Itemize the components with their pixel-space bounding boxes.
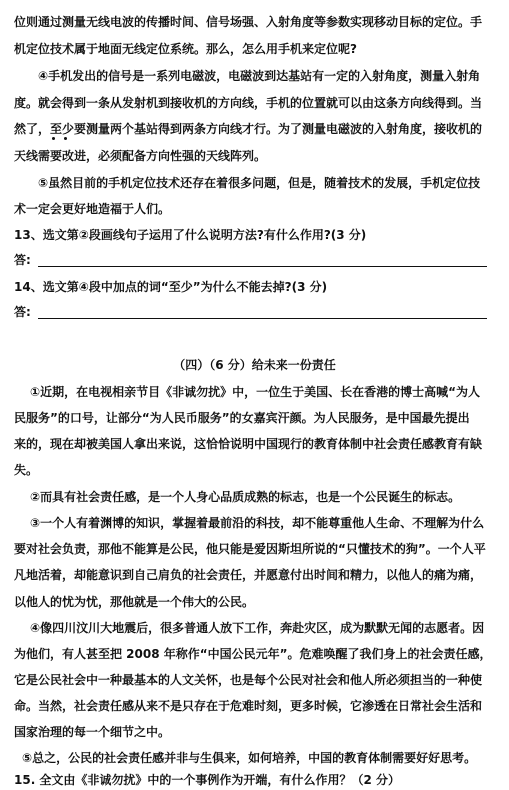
p4-line-2: 为他们，有人甚至把 2008 年称作“中国公民元年”。危难唤醒了我们身上的社会责任感， [14, 647, 492, 661]
paragraph-intro-line-1: 位则通过测量无线电波的传播时间、信号场强、入射角度等参数实现移动目标的定位。手 [14, 15, 483, 29]
answer-14[interactable] [14, 304, 487, 320]
paragraph-4-line-4: 天线需要改进，必须配备方向性强的天线阵列。 [14, 149, 267, 163]
paragraph-5-line-2: 术一定会更好地造福于人们。 [14, 202, 171, 216]
p4-line-1: ④像四川汶川大地震后，很多普通人放下工作，奔赴灾区，成为默默无闻的志愿者。因 [30, 621, 485, 635]
p1-line-4: 失。 [14, 463, 39, 477]
answer-line [38, 266, 487, 267]
answer-13[interactable] [14, 252, 487, 268]
emphasis-dot [52, 137, 55, 140]
p1-line-3: 来的，现在却被美国人拿出来说，这恰恰说明中国现行的教育体制中社会责任感教育有缺 [14, 437, 483, 451]
section-heading: （四）（6 分）给未来一份责任 [173, 358, 336, 372]
answer-label: 答: [14, 253, 31, 267]
emphasis-dot [64, 137, 67, 140]
p3-line-3: 凡地活着，却能意识到自己肩负的社会责任，并愿意付出时间和精力，以他人的痛为痛， [14, 568, 483, 582]
question-15: 15. 全文由《非诚勿扰》中的一个事例作为开端，有什么作用？（2 分） [14, 773, 400, 787]
p2-line-1: ②而具有社会责任感，是一个人身心品质成熟的标志，也是一个公民诞生的标志。 [30, 490, 461, 504]
paragraph-intro-line-2: 机定位技术属于地面无线定位系统。那么，怎么用手机来定位呢? [14, 42, 357, 56]
p4-line-5: 国家治理的每一个细节之中。 [14, 725, 171, 739]
paragraph-4-line-1: ④手机发出的信号是一系列电磁波，电磁波到达基站有一定的入射角度，测量入射角 [38, 69, 481, 83]
question-13: 13、选文第②段画线句子运用了什么说明方法?有什么作用?(3 分) [14, 228, 367, 242]
p3-line-2: 要对社会负责，那他不能算是公民，他只能是爱因斯坦所说的“只懂技术的狗”。一个人平 [14, 542, 486, 556]
p1-line-1: ①近期，在电视相亲节目《非诚勿扰》中，一位生于美国、长在香港的博士高喊“为人 [30, 385, 481, 399]
paragraph-5-line-1: ⑤虽然目前的手机定位技术还存在着很多问题，但是，随着技术的发展，手机定位技 [38, 176, 481, 190]
answer-label: 答: [14, 305, 31, 319]
p4-line-3: 它是公民社会中一种最基本的人文关怀，也是每个公民对社会和他人所必须担当的一种使 [14, 673, 483, 687]
answer-line [38, 318, 487, 319]
p1-line-2: 民服务”的口号，让部分“为人民币服务”的女嘉宾汗颜。为人民服务，是中国最先提出 [14, 411, 470, 425]
p3-line-4: 以他人的忧为忧，那他就是一个伟大的公民。 [14, 595, 255, 609]
p5-line-1: ⑤总之，公民的社会责任感并非与生俱来，如何培养，中国的教育体制需要好好思考。 [22, 751, 477, 765]
paragraph-4-line-2: 度。就会得到一条从发射机到接收机的方向线，手机的位置就可以由这条方向线得到。当 [14, 96, 483, 110]
paragraph-4-line-3: 然了，至少要测量两个基站得到两条方向线才行。为了测量电磁波的入射角度，接收机的 [14, 122, 483, 136]
question-14: 14、选文第④段中加点的词“至少”为什么不能去掉?(3 分) [14, 280, 328, 294]
p3-line-1: ③一个人有着渊博的知识，掌握着最前沿的科技，却不能尊重他人生命、不理解为什么 [30, 516, 485, 530]
p4-line-4: 命。当然，社会责任感从来不是只存在于危难时刻，更多时候，它渗透在日常社会生活和 [14, 699, 483, 713]
